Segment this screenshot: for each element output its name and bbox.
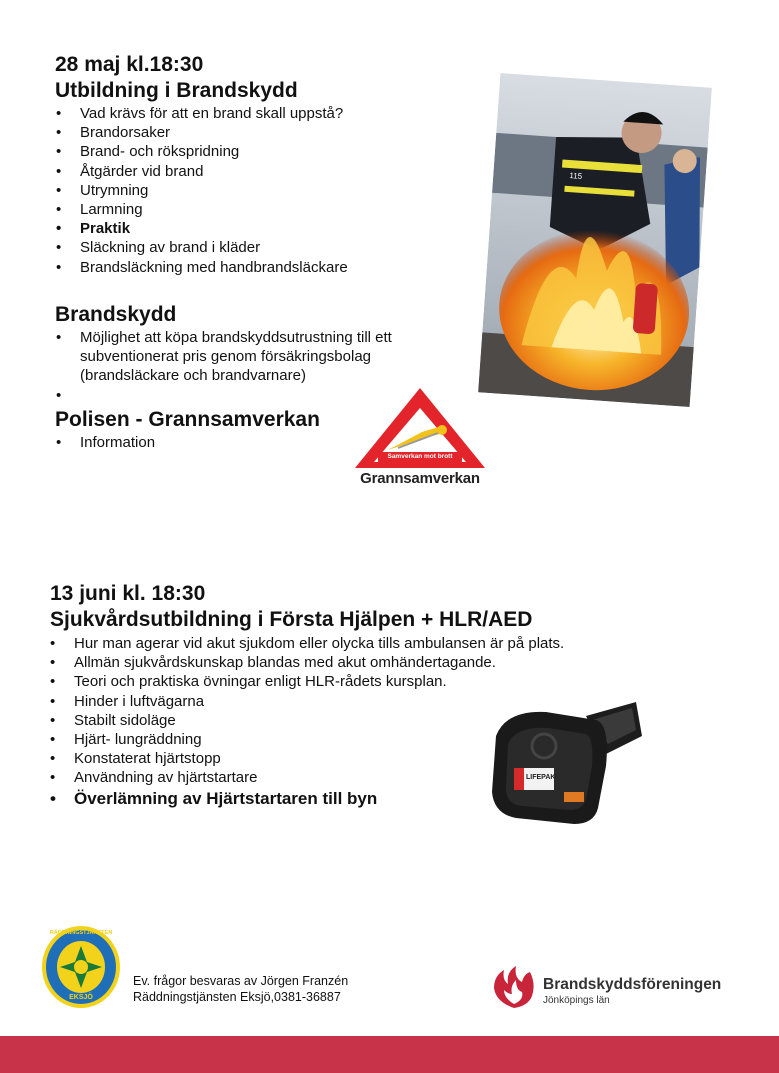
section1-title: Utbildning i Brandskydd bbox=[55, 79, 298, 102]
list-item: • Släckning av brand i kläder bbox=[56, 238, 455, 257]
list-item: • Hur man agerar vid akut sjukdom eller olycka tills ambulansen är på plats. bbox=[50, 634, 650, 653]
list-item: • Brandsläckning med handbrandsläckare bbox=[56, 258, 455, 277]
contact-line2: Räddningstjänsten Eksjö,0381-36887 bbox=[133, 990, 341, 1004]
list-item: • Allmän sjukvårdskunskap blandas med akut omhändertagande. bbox=[50, 653, 650, 672]
list-item: • Information bbox=[56, 433, 375, 452]
list-item: • Hinder i luftvägarna bbox=[50, 692, 650, 711]
firefighter-photo bbox=[478, 73, 712, 407]
list-item: • Larmning bbox=[56, 200, 455, 219]
section3-title: Polisen - Grannsamverkan bbox=[55, 408, 320, 431]
org-region: Jönköpings län bbox=[543, 995, 610, 1006]
fire-training-image bbox=[478, 73, 712, 407]
flame-icon bbox=[490, 964, 538, 1010]
section3-list bbox=[56, 433, 375, 452]
list-item: • Stabilt sidoläge bbox=[50, 711, 650, 730]
section-fire-training bbox=[55, 52, 455, 277]
section1-list bbox=[56, 104, 455, 277]
section1-date: 28 maj kl.18:30 bbox=[55, 53, 204, 76]
grannsamverkan-logo bbox=[350, 386, 490, 488]
list-item: • Konstaterat hjärtstopp bbox=[50, 749, 650, 768]
list-item: • Vad krävs för att en brand skall uppstå? bbox=[56, 104, 455, 123]
contact-line1: Ev. frågor besvaras av Jörgen Franzén bbox=[133, 974, 349, 988]
defibrillator-icon bbox=[486, 696, 646, 828]
raddningstjansten-badge bbox=[40, 924, 122, 1010]
brandskyddsforeningen-logo bbox=[490, 964, 750, 1010]
list-item: • Möjlighet att köpa brandskyddsutrustning till ett subventionerat pris genom försäkringsbolag (brandsläckare och brandvarnare) bbox=[56, 328, 425, 386]
list-item: • Överlämning av Hjärtstartaren till byn bbox=[50, 788, 650, 810]
grannsamverkan-banner: Samverkan mot brott bbox=[387, 453, 453, 460]
list-item: • Praktik bbox=[56, 219, 455, 238]
section4-date: 13 juni kl. 18:30 bbox=[50, 582, 206, 605]
list-item: • Åtgärder vid brand bbox=[56, 162, 455, 181]
list-item: • Teori och praktiska övningar enligt HLR-rådets kursplan. bbox=[50, 672, 650, 691]
defibrillator-image bbox=[486, 696, 646, 828]
section4-title: Sjukvårdsutbildning i Första Hjälpen + HLR/AED bbox=[50, 608, 533, 631]
section-police bbox=[55, 407, 375, 452]
badge-bottom-text: EKSJÖ bbox=[69, 994, 93, 1001]
list-item: • Brand- och rökspridning bbox=[56, 142, 455, 161]
contact-info bbox=[133, 973, 393, 1005]
grannsamverkan-name: Grannsamverkan bbox=[360, 470, 480, 487]
list-item: • Brandorsaker bbox=[56, 123, 455, 142]
helmet-number: 115 bbox=[569, 171, 583, 181]
list-item: • Utrymning bbox=[56, 181, 455, 200]
list-item: • Hjärt- lungräddning bbox=[50, 730, 650, 749]
section2-title: Brandskydd bbox=[55, 303, 177, 326]
bottom-bar bbox=[0, 1036, 779, 1073]
list-item: • Användning av hjärtstartare bbox=[50, 768, 650, 787]
badge-top-text: RÄDDNINGSTJÄNSTEN bbox=[49, 930, 113, 936]
org-name: Brandskyddsföreningen bbox=[543, 976, 722, 993]
defibrillator-brand: LIFEPAK bbox=[526, 774, 556, 781]
